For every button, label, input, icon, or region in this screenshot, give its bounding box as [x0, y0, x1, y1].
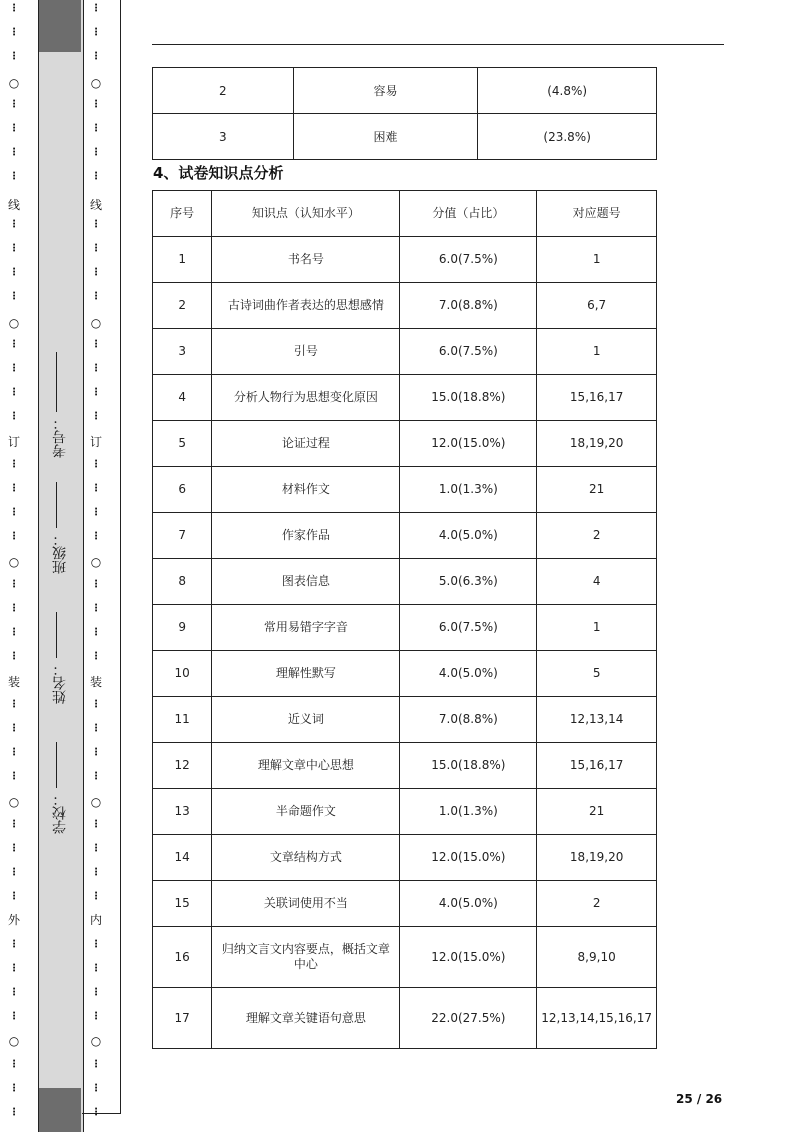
seal-dots: ⋮ — [91, 723, 101, 734]
seal-dots: ⋮ — [91, 651, 101, 662]
seal-dots: ⋮ — [9, 483, 19, 494]
seal-dots: ⋮ — [9, 291, 19, 302]
seal-dots: ⋮ — [91, 891, 101, 902]
table-cell: 15,16,17 — [537, 375, 657, 421]
seal-dots: ⋮ — [91, 627, 101, 638]
seal-dots: ⋮ — [9, 627, 19, 638]
seal-dots: ⋮ — [9, 171, 19, 182]
table-cell: 理解性默写 — [212, 651, 400, 697]
header-rule — [152, 44, 724, 45]
header-cell: 知识点（认知水平） — [212, 191, 400, 237]
seal-dots: ⋮ — [91, 483, 101, 494]
binding-strip-cap-top — [39, 0, 81, 52]
table-cell: 12.0(15.0%) — [400, 927, 537, 988]
knowledge-point-table — [152, 190, 657, 1049]
table-row — [153, 651, 657, 697]
table-cell: 7.0(8.8%) — [400, 283, 537, 329]
seal-dots: ⋮ — [9, 363, 19, 374]
seal-dots: ⋮ — [91, 963, 101, 974]
table-cell: 4.0(5.0%) — [400, 513, 537, 559]
seal-dots: ⋮ — [91, 747, 101, 758]
seal-dots: ⋮ — [9, 963, 19, 974]
table-cell: 8 — [153, 559, 212, 605]
table-cell: 1 — [537, 329, 657, 375]
seal-dots: ⋮ — [91, 339, 101, 350]
seal-circle: ○ — [90, 1034, 102, 1048]
table-cell: 近义词 — [212, 697, 400, 743]
seal-word: 订 — [7, 435, 20, 449]
name-field[interactable] — [50, 612, 70, 704]
school-field[interactable] — [50, 742, 70, 834]
seal-word: 内 — [89, 913, 102, 927]
seal-dots: ⋮ — [9, 723, 19, 734]
table-row — [153, 881, 657, 927]
table-cell: 18,19,20 — [537, 835, 657, 881]
table-cell: 2 — [153, 283, 212, 329]
seal-dots: ⋮ — [9, 891, 19, 902]
table-cell: 18,19,20 — [537, 421, 657, 467]
table-cell: 17 — [153, 988, 212, 1049]
school-label: 学校： — [52, 792, 68, 834]
table-row — [153, 789, 657, 835]
table-cell: 书名号 — [212, 237, 400, 283]
table-row — [153, 605, 657, 651]
seal-dots: ⋮ — [91, 1083, 101, 1094]
table-cell: 4 — [153, 375, 212, 421]
seal-dots: ⋮ — [91, 603, 101, 614]
seal-dots: ⋮ — [9, 1011, 19, 1022]
table-cell: 15.0(18.8%) — [400, 743, 537, 789]
table-cell: 常用易错字字音 — [212, 605, 400, 651]
seal-circle: ○ — [90, 555, 102, 569]
seal-dots: ⋮ — [91, 27, 101, 38]
table-cell: 1.0(1.3%) — [400, 789, 537, 835]
seal-dots: ⋮ — [9, 603, 19, 614]
seal-dots: ⋮ — [91, 1059, 101, 1070]
exam-number-field[interactable] — [50, 352, 70, 458]
table-cell: 12 — [153, 743, 212, 789]
seal-dots: ⋮ — [91, 219, 101, 230]
table-row — [153, 375, 657, 421]
seal-dots: ⋮ — [91, 459, 101, 470]
seal-dots: ⋮ — [9, 771, 19, 782]
table-row — [153, 927, 657, 988]
seal-dots: ⋮ — [91, 771, 101, 782]
table-row — [153, 68, 657, 114]
table-cell: 4 — [537, 559, 657, 605]
seal-circle: ○ — [8, 76, 20, 90]
class-field[interactable] — [50, 482, 70, 574]
seal-dots: ⋮ — [9, 1083, 19, 1094]
page-number: 25 / 26 — [676, 1092, 723, 1106]
table-row — [153, 743, 657, 789]
seal-dots: ⋮ — [9, 651, 19, 662]
table-cell: 材料作文 — [212, 467, 400, 513]
table-cell: 12,13,14,15,16,17 — [537, 988, 657, 1049]
seal-dots: ⋮ — [91, 507, 101, 518]
table-cell: 12.0(15.0%) — [400, 421, 537, 467]
seal-dots: ⋮ — [9, 123, 19, 134]
seal-dots: ⋮ — [91, 1107, 101, 1118]
binding-strip-cap-bottom — [39, 1088, 81, 1132]
seal-dots: ⋮ — [9, 459, 19, 470]
inner-seal-line — [86, 0, 106, 1132]
class-label: 班级： — [52, 532, 68, 574]
exam-number-label: 考号： — [52, 416, 68, 458]
seal-circle: ○ — [8, 555, 20, 569]
seal-dots: ⋮ — [91, 267, 101, 278]
table-cell: 15 — [153, 881, 212, 927]
table-cell: 2 — [153, 68, 294, 114]
seal-dots: ⋮ — [91, 3, 101, 14]
seal-dots: ⋮ — [9, 843, 19, 854]
table-cell: 古诗词曲作者表达的思想感情 — [212, 283, 400, 329]
header-cell: 对应题号 — [537, 191, 657, 237]
seal-dots: ⋮ — [91, 411, 101, 422]
seal-dots: ⋮ — [91, 171, 101, 182]
table-cell: 21 — [537, 789, 657, 835]
seal-circle: ○ — [8, 1034, 20, 1048]
seal-dots: ⋮ — [9, 531, 19, 542]
seal-dots: ⋮ — [9, 411, 19, 422]
table-cell: 6.0(7.5%) — [400, 237, 537, 283]
table-cell: 3 — [153, 329, 212, 375]
table-cell: 1 — [537, 605, 657, 651]
table-cell: 容易 — [293, 68, 478, 114]
seal-dots: ⋮ — [91, 819, 101, 830]
seal-dots: ⋮ — [9, 3, 19, 14]
table-cell: 关联词使用不当 — [212, 881, 400, 927]
seal-dots: ⋮ — [9, 99, 19, 110]
table-cell: 7.0(8.8%) — [400, 697, 537, 743]
table-row — [153, 835, 657, 881]
seal-dots: ⋮ — [9, 147, 19, 158]
table-cell: 15.0(18.8%) — [400, 375, 537, 421]
seal-circle: ○ — [90, 316, 102, 330]
seal-dots: ⋮ — [91, 363, 101, 374]
seal-word: 订 — [89, 435, 102, 449]
seal-word: 装 — [7, 675, 20, 689]
seal-dots: ⋮ — [91, 579, 101, 590]
table-cell: 文章结构方式 — [212, 835, 400, 881]
difficulty-table — [152, 67, 657, 160]
seal-dots: ⋮ — [9, 939, 19, 950]
table-cell: (23.8%) — [478, 114, 657, 160]
seal-dots: ⋮ — [9, 699, 19, 710]
table-cell: 半命题作文 — [212, 789, 400, 835]
seal-dots: ⋮ — [91, 987, 101, 998]
table-cell: 14 — [153, 835, 212, 881]
seal-dots: ⋮ — [9, 267, 19, 278]
table-cell: 引号 — [212, 329, 400, 375]
table-cell: 图表信息 — [212, 559, 400, 605]
table-cell: 16 — [153, 927, 212, 988]
table-cell: 7 — [153, 513, 212, 559]
section-title: 4、试卷知识点分析 — [153, 164, 284, 182]
seal-dots: ⋮ — [91, 243, 101, 254]
table-cell: 分析人物行为思想变化原因 — [212, 375, 400, 421]
seal-word: 外 — [7, 913, 20, 927]
table-row — [153, 513, 657, 559]
table-cell: 归纳文言文内容要点，概括文章中心 — [212, 927, 400, 988]
table-cell: 理解文章关键语句意思 — [212, 988, 400, 1049]
seal-dots: ⋮ — [9, 747, 19, 758]
table-cell: 理解文章中心思想 — [212, 743, 400, 789]
seal-dots: ⋮ — [91, 147, 101, 158]
table-cell: 困难 — [293, 114, 478, 160]
table-row — [153, 697, 657, 743]
seal-dots: ⋮ — [9, 987, 19, 998]
seal-dots: ⋮ — [9, 27, 19, 38]
table-cell: 9 — [153, 605, 212, 651]
table-cell: 4.0(5.0%) — [400, 651, 537, 697]
seal-dots: ⋮ — [91, 867, 101, 878]
seal-dots: ⋮ — [9, 1107, 19, 1118]
table-cell: 8,9,10 — [537, 927, 657, 988]
header-cell: 序号 — [153, 191, 212, 237]
table-row — [153, 237, 657, 283]
seal-dots: ⋮ — [9, 867, 19, 878]
table-cell: 2 — [537, 513, 657, 559]
table-cell: 22.0(27.5%) — [400, 988, 537, 1049]
table-cell: 6,7 — [537, 283, 657, 329]
table-cell: 10 — [153, 651, 212, 697]
seal-dots: ⋮ — [9, 219, 19, 230]
table-cell: 5 — [537, 651, 657, 697]
seal-dots: ⋮ — [91, 99, 101, 110]
table-row — [153, 329, 657, 375]
table-cell: 1.0(1.3%) — [400, 467, 537, 513]
table-cell: 作家作品 — [212, 513, 400, 559]
table-cell: 6 — [153, 467, 212, 513]
table-row — [153, 559, 657, 605]
seal-dots: ⋮ — [9, 339, 19, 350]
table-cell: 21 — [537, 467, 657, 513]
table-cell: 6.0(7.5%) — [400, 605, 537, 651]
seal-word: 装 — [89, 675, 102, 689]
table-row — [153, 421, 657, 467]
table-header-row — [153, 191, 657, 237]
seal-dots: ⋮ — [91, 51, 101, 62]
seal-circle: ○ — [90, 795, 102, 809]
seal-dots: ⋮ — [9, 819, 19, 830]
seal-dots: ⋮ — [9, 507, 19, 518]
table-row — [153, 467, 657, 513]
seal-word: 线 — [89, 198, 102, 212]
seal-dots: ⋮ — [9, 51, 19, 62]
seal-circle: ○ — [8, 795, 20, 809]
table-cell: 5 — [153, 421, 212, 467]
table-row — [153, 283, 657, 329]
seal-circle: ○ — [90, 76, 102, 90]
table-cell: 6.0(7.5%) — [400, 329, 537, 375]
table-cell: 5.0(6.3%) — [400, 559, 537, 605]
seal-dots: ⋮ — [91, 291, 101, 302]
table-cell: 12,13,14 — [537, 697, 657, 743]
table-cell: 12.0(15.0%) — [400, 835, 537, 881]
table-row — [153, 114, 657, 160]
header-cell: 分值（占比） — [400, 191, 537, 237]
table-row — [153, 988, 657, 1049]
seal-dots: ⋮ — [91, 939, 101, 950]
name-label: 姓名： — [52, 662, 68, 704]
seal-dots: ⋮ — [9, 579, 19, 590]
table-cell: (4.8%) — [478, 68, 657, 114]
seal-dots: ⋮ — [91, 387, 101, 398]
table-cell: 11 — [153, 697, 212, 743]
seal-dots: ⋮ — [9, 387, 19, 398]
table-cell: 论证过程 — [212, 421, 400, 467]
table-cell: 4.0(5.0%) — [400, 881, 537, 927]
table-cell: 15,16,17 — [537, 743, 657, 789]
seal-word: 线 — [7, 198, 20, 212]
seal-dots: ⋮ — [91, 123, 101, 134]
outer-seal-line — [4, 0, 24, 1132]
seal-dots: ⋮ — [91, 699, 101, 710]
table-cell: 1 — [153, 237, 212, 283]
table-cell: 1 — [537, 237, 657, 283]
seal-dots: ⋮ — [9, 243, 19, 254]
seal-dots: ⋮ — [91, 531, 101, 542]
table-cell: 3 — [153, 114, 294, 160]
table-cell: 13 — [153, 789, 212, 835]
seal-dots: ⋮ — [9, 1059, 19, 1070]
seal-circle: ○ — [8, 316, 20, 330]
table-cell: 2 — [537, 881, 657, 927]
seal-dots: ⋮ — [91, 843, 101, 854]
seal-dots: ⋮ — [91, 1011, 101, 1022]
